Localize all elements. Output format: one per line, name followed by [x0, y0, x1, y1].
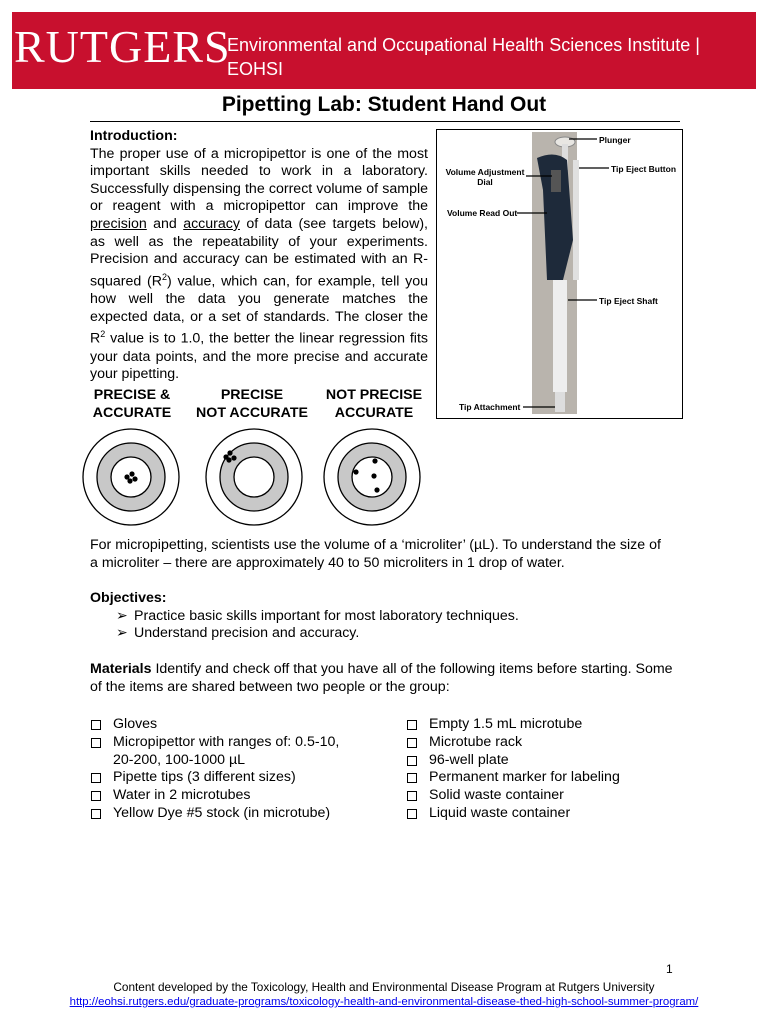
- label-tip-attachment: Tip Attachment: [459, 402, 521, 412]
- list-item: [406, 769, 696, 787]
- target-1-label: [86, 386, 178, 422]
- target-1-line2: ACCURATE: [92, 405, 172, 421]
- objectives-section: [90, 590, 670, 643]
- label-tip-eject-shaft: Tip Eject Shaft: [599, 296, 658, 306]
- list-item: [90, 787, 390, 805]
- target-1-line1: PRECISE &: [93, 387, 171, 403]
- label-volume-dial: [445, 167, 525, 187]
- material-text: Water in 2 microtubes: [113, 787, 251, 804]
- objectives-heading: Objectives:: [90, 590, 167, 606]
- page-title: Pipetting Lab: Student Hand Out: [221, 93, 547, 116]
- material-text: Solid waste container: [429, 787, 564, 804]
- materials-right-list: [406, 716, 696, 823]
- materials-intro: [90, 661, 680, 696]
- target-precise-accurate: [83, 429, 179, 525]
- checkbox-icon[interactable]: [407, 773, 417, 783]
- list-item-continued: [90, 752, 390, 770]
- list-item: [406, 805, 696, 823]
- list-item: [90, 716, 390, 734]
- material-text: Gloves: [113, 716, 158, 732]
- target-2-line1: PRECISE: [220, 387, 284, 403]
- arrow-bullet-icon: ➢: [116, 607, 128, 624]
- material-text: 96-well plate: [429, 751, 509, 768]
- list-item: [406, 752, 696, 770]
- objective-text: Practice basic skills important for most laboratory techniques.: [134, 607, 519, 624]
- list-item: [90, 734, 390, 752]
- list-item: [90, 805, 390, 823]
- pipette-photo: [436, 129, 683, 419]
- list-item: [406, 787, 696, 805]
- label-volume-dial-2: Dial: [477, 177, 493, 187]
- objective-text: Understand precision and accuracy.: [134, 625, 360, 642]
- microliter-paragraph: For micropipetting, scientists use the volume of a ‘microliter’ (µL). To understand the size of a microliter – there are approximately 40 to 50 microliters in 1 drop of water.: [90, 537, 661, 571]
- target-2-label: [190, 386, 314, 422]
- accuracy-term: accuracy: [183, 215, 240, 232]
- list-item: [90, 625, 670, 643]
- checkbox-icon[interactable]: [407, 720, 417, 730]
- checkbox-icon[interactable]: [91, 738, 101, 748]
- target-3-line2: ACCURATE: [334, 405, 414, 421]
- intro-text-4: value is to 1.0, the better the linear regression fits your data points, and the more precise and accurate your pipetting.: [90, 331, 428, 383]
- material-text: Permanent marker for labeling: [429, 769, 620, 786]
- intro-and: and: [146, 215, 184, 232]
- footer-credit: Content developed by the Toxicology, Health and Environmental Disease Program at Rutgers University: [113, 980, 655, 994]
- label-plunger: Plunger: [599, 135, 631, 145]
- material-text: Empty 1.5 mL microtube: [429, 716, 583, 732]
- checkbox-icon[interactable]: [407, 791, 417, 801]
- precision-term: precision: [90, 215, 147, 232]
- materials-heading: Materials: [90, 661, 152, 677]
- precision-targets: [80, 425, 440, 530]
- institute-name: Environmental and Occupational Health Sciences Institute | EOHSI: [227, 35, 700, 79]
- list-item: [90, 769, 390, 787]
- header-banner: [12, 12, 756, 89]
- material-text: Micropipettor with ranges of: 0.5-10,: [113, 733, 340, 750]
- label-volume-readout: Volume Read Out: [447, 208, 518, 218]
- rutgers-logo: RUTGERS: [14, 21, 231, 72]
- material-text: Pipette tips (3 different sizes): [113, 769, 296, 786]
- material-text: Yellow Dye #5 stock (in microtube): [113, 804, 331, 821]
- intro-heading: Introduction:: [90, 128, 178, 144]
- list-item: [406, 716, 696, 734]
- page-number: 1: [666, 962, 673, 976]
- material-text: Microtube rack: [429, 733, 523, 750]
- target-3-label: [318, 386, 430, 422]
- checkbox-icon[interactable]: [91, 791, 101, 801]
- list-item: [406, 734, 696, 752]
- materials-left-list: [90, 716, 390, 823]
- checkbox-icon[interactable]: [407, 809, 417, 819]
- checkbox-icon[interactable]: [91, 720, 101, 730]
- superscript-2b: 2: [100, 329, 106, 340]
- target-2-line2: NOT ACCURATE: [196, 405, 308, 421]
- target-3-line1: NOT PRECISE: [325, 387, 423, 403]
- material-text: 20-200, 100-1000 µL: [113, 751, 246, 768]
- material-text: Liquid waste container: [429, 804, 571, 821]
- intro-text-3: ) value, which can, for example, tell you how well the data you generate matches the expected data, or a set of standards. The closer the R: [90, 273, 428, 347]
- checkbox-icon[interactable]: [407, 738, 417, 748]
- footer-link[interactable]: http://eohsi.rutgers.edu/graduate-programs/toxicology-health-and-environmental-disease-thed-high-school-summer-program/: [69, 996, 699, 1008]
- objectives-list: [90, 608, 670, 643]
- title-rule: [90, 121, 680, 122]
- superscript-2: 2: [161, 271, 167, 282]
- intro-text-1: The proper use of a micropipettor is one of the most important skills needed to work in a laboratory. Successfully dispensing the correct volume of sample or reagent with a micropipettor can improve the: [90, 145, 428, 215]
- intro-text-2: of data (see targets below), as well as the repeatability of your experiments. Precision and accuracy can be estimated with an R-squared (R: [90, 215, 428, 290]
- materials-text: Identify and check off that you have all of the following items before starting. Some of the items are shared between two people or the group:: [90, 661, 673, 695]
- introduction-section: [90, 128, 428, 384]
- target-precise-not-accurate: [206, 429, 302, 525]
- label-volume-dial-1: Volume Adjustment: [445, 167, 525, 177]
- checkbox-icon[interactable]: [91, 773, 101, 783]
- checkbox-icon[interactable]: [91, 809, 101, 819]
- arrow-bullet-icon: ➢: [116, 625, 128, 642]
- list-item: [90, 608, 670, 626]
- label-tip-eject-button: Tip Eject Button: [611, 164, 677, 174]
- target-not-precise-accurate: [324, 429, 420, 525]
- checkbox-icon[interactable]: [407, 756, 417, 766]
